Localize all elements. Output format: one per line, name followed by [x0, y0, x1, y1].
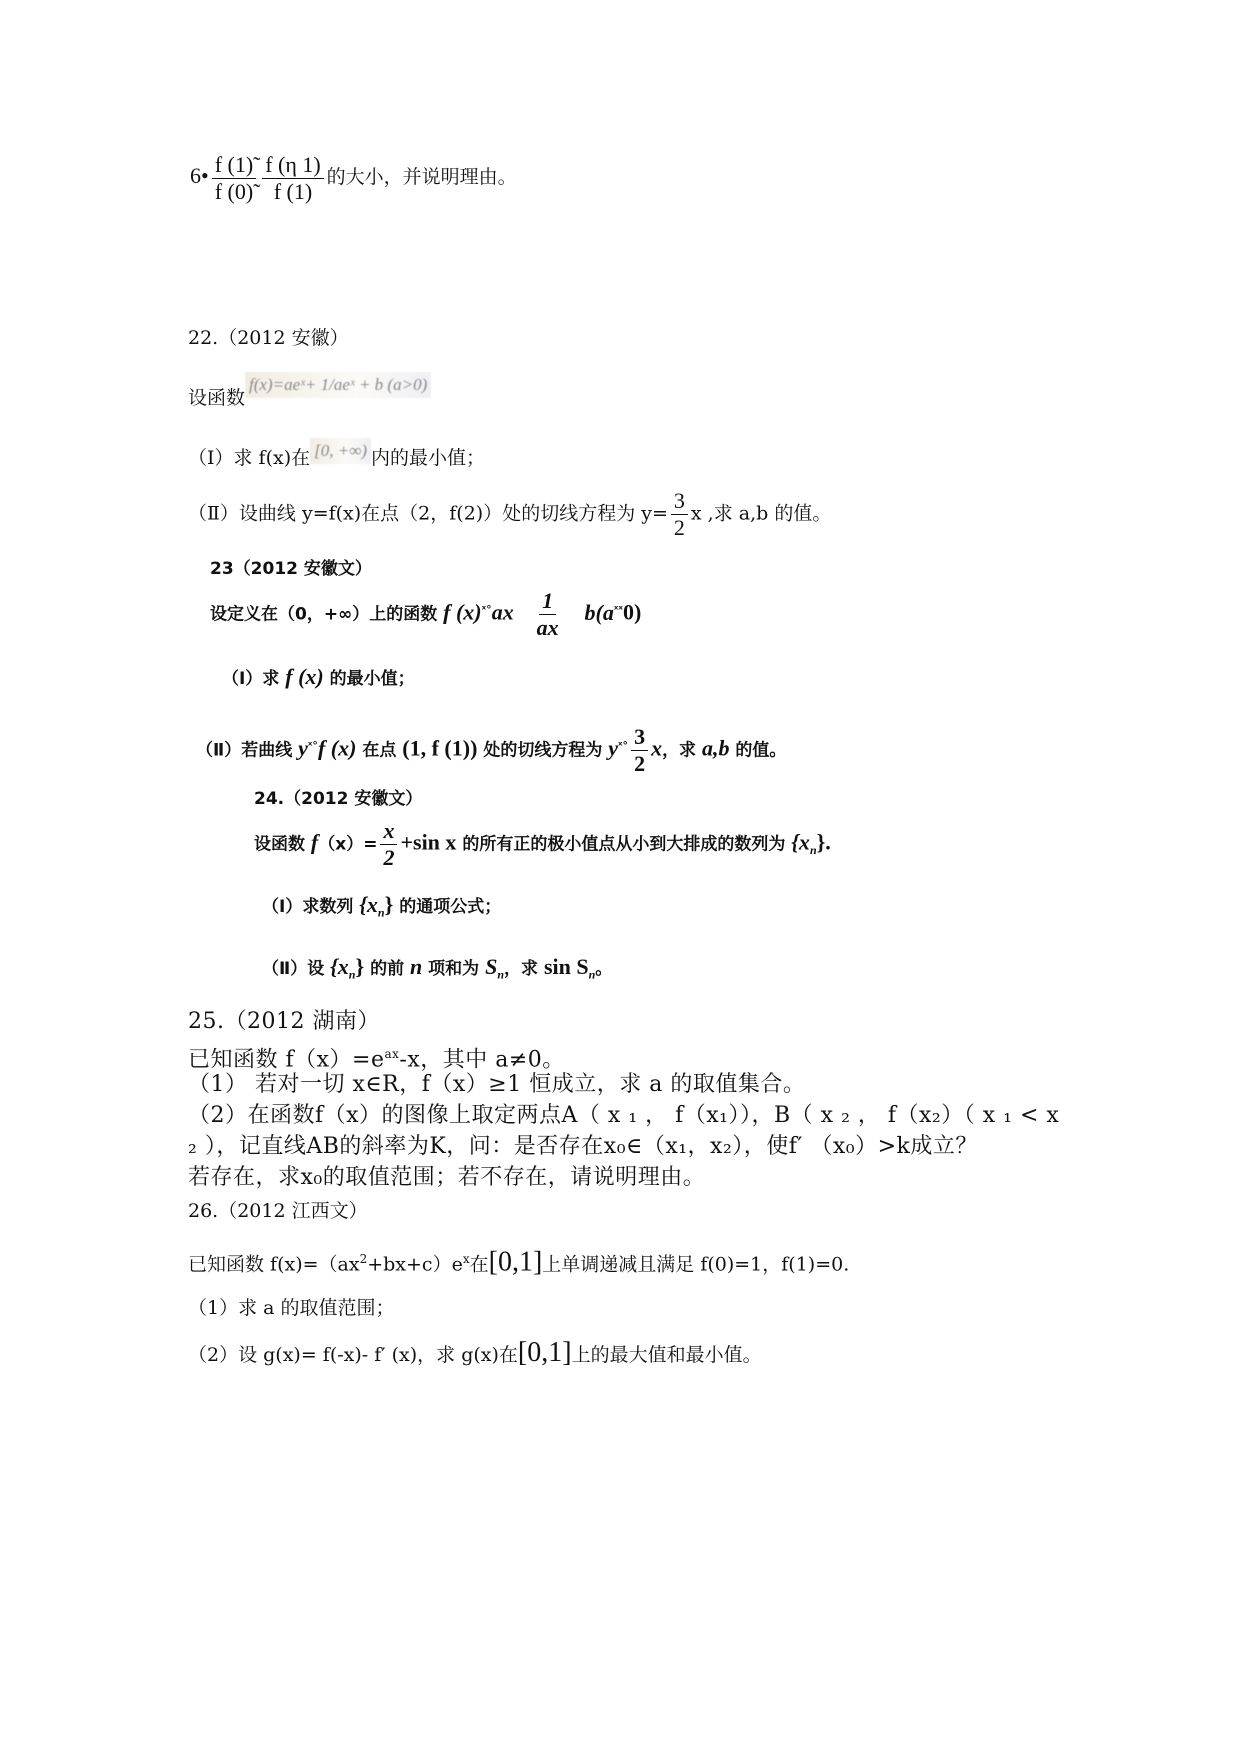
fraction-fn1-f1: $\frac{f (\eta 1)}{f (1)}$ — [262, 152, 323, 205]
q23-header: 23（2012 安徽文） — [210, 559, 372, 579]
q26-part2: （2）设 g(x)= f(-x)- f′ (x)，求 g(x)在[0,1]上的最大值和最小值。 — [188, 1337, 762, 1368]
q24-definition: 设函数 f（x）= $\frac{x}{2}$ +sin x 的所有正的极小值点从小到大排成的数列为 $\{x_n\}$. — [254, 818, 831, 870]
q23-part1: （Ⅰ）求 f (x) 的最小值； — [222, 664, 415, 689]
q22-formula-image: f(x)=aeˣ+ 1/aeˣ + b (a>0) — [245, 372, 431, 398]
q22-header: 22.（2012 安徽） — [188, 327, 349, 349]
q25-line5: 若存在，求x₀的取值范围；若不存在，请说明理由。 — [188, 1165, 706, 1190]
q22-fraction-3-2: $\frac{3}{2}$ — [671, 488, 688, 541]
q26-line1: 已知函数 $f(x)=(ax^2+bx+c)e^x$在[0,1]上单调递减且满足 f(0)=1，f(1)=0. — [188, 1246, 850, 1278]
q23-part2: （Ⅱ）若曲线 $y^{ˣ^\circ}f$ (x) 在点 (1, f (1)) 处的切线方程为 $y^{ˣ^\circ}$ $\frac{3}{2}$ x，求 a,b 的值。 — [196, 724, 787, 776]
fragment-lead: 6• — [190, 163, 209, 188]
fragment-tail: 的大小，并说明理由。 — [326, 166, 517, 188]
q24-fraction-x-2: $\frac{x}{2}$ — [380, 818, 397, 871]
q23-fraction-3-2: $\frac{3}{2}$ — [631, 724, 648, 777]
q22-part2: （Ⅱ）设曲线 y=f(x)在点（2，f(2)）处的切线方程为 y= $\frac{3}{2}$ x ,求 a,b 的值。 — [188, 488, 832, 540]
q26-header: 26.（2012 江西文） — [188, 1200, 368, 1222]
fraction-f1-f0: $\frac{f (1)̃}{f (0)̃}$ — [212, 152, 256, 205]
q25-line4: ₂ ），记直线AB的斜率为K，问：是否存在x₀∈（x₁，x₂），使f′ （x₀）>k成立？ — [188, 1134, 978, 1159]
top-fragment — [190, 152, 517, 205]
q24-part1: （Ⅰ）求数列 $\{x_n\}$ 的通项公式； — [262, 892, 502, 920]
q26-interval-2: [0,1] — [517, 1337, 572, 1368]
q24-header: 24.（2012 安徽文） — [254, 789, 423, 809]
q25-line1: 已知函数 $f(x)=e^{ax}-x$，其中 a≠0。 — [188, 1047, 565, 1073]
q23-fraction-1-ax: $\frac{1}{ax}$ — [536, 588, 559, 640]
q22-interval-image: [0, +∞) — [310, 438, 371, 464]
q26-part1: （1）求 a 的取值范围； — [188, 1297, 395, 1319]
q24-part2: （Ⅱ）设 $\{x_n\}$ 的前 n 项和为 $S_n$，求 $\sin S_n$。 — [262, 954, 613, 982]
q25-line2: （1） 若对一切 x∈R，f（x）≥1 恒成立，求 a 的取值集合。 — [188, 1072, 806, 1097]
q23-definition: 设定义在（0，+∞）上的函数 f $(x)^{ˣ^\circ}ax$ $\frac{1}{ax}$ $b(a^{ˣˣ}0)$ — [210, 588, 642, 640]
q22-part1: （Ⅰ）求 f(x)在 [0, +∞) 内的最小值； — [188, 446, 485, 472]
q25-line3: （2）在函数f（x）的图像上取定两点A（ x ₁ ， f（x₁）），B（ x ₂ ， f（x₂）（ x ₁ < x — [188, 1103, 1060, 1128]
q25-header: 25.（2012 湖南） — [188, 1009, 380, 1034]
q22-definition — [188, 372, 431, 409]
q26-interval-1: [0,1] — [488, 1246, 543, 1278]
q22-intro: 设函数 — [188, 387, 246, 409]
